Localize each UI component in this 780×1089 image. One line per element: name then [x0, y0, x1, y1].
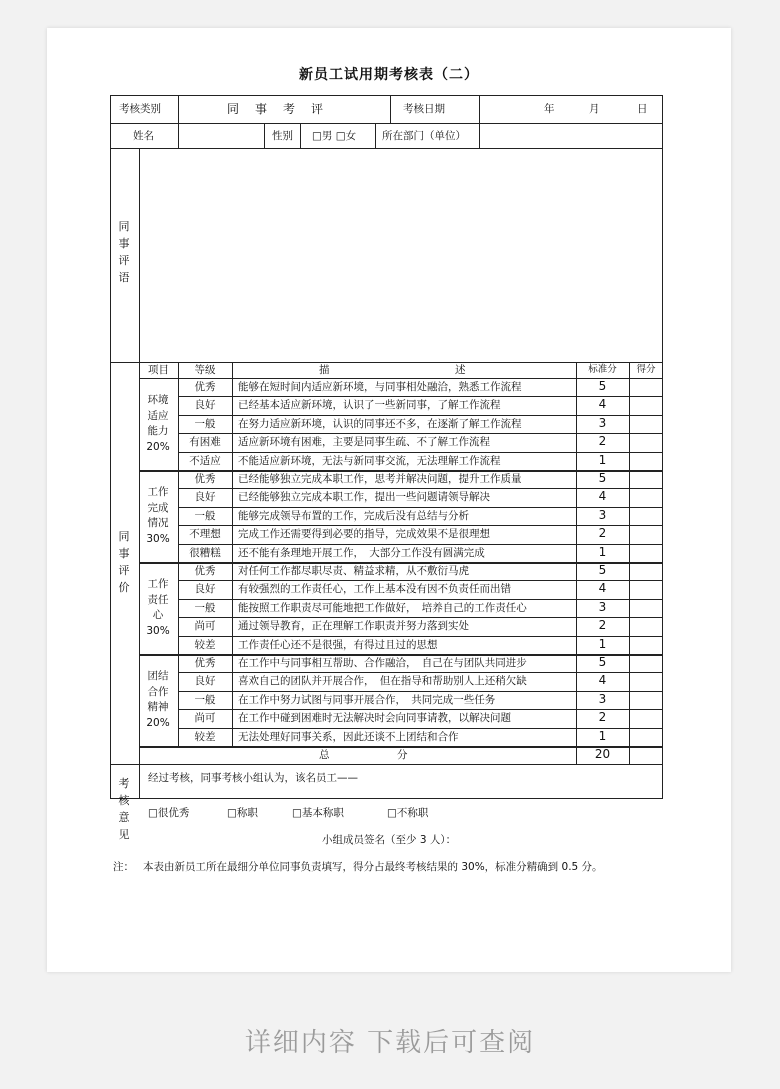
- group-name: [138, 393, 178, 455]
- group-name-line: 适应: [147, 409, 169, 422]
- opinion-option[interactable]: □称职: [227, 807, 258, 819]
- eval-label-char: 评: [118, 564, 130, 577]
- opinion-option[interactable]: □不称职: [387, 807, 429, 819]
- desc-cell: 已经能够独立完成本职工作，思考并解决问题，提升工作质量: [238, 473, 522, 485]
- col-rule-item: [178, 362, 179, 746]
- opinion-top-rule: [110, 764, 663, 765]
- column-item: 项目: [148, 364, 169, 376]
- level-cell: 尚可: [194, 712, 216, 725]
- std-score: 2: [598, 526, 607, 541]
- column-score: 得分: [636, 364, 656, 375]
- opinion-option[interactable]: □基本称职: [292, 807, 344, 819]
- name-label: 姓名: [133, 130, 154, 142]
- level-cell: 优秀: [194, 381, 216, 393]
- std-score: 1: [598, 544, 607, 559]
- col-rule-desc: [576, 362, 577, 764]
- eval-label-char: 价: [118, 581, 130, 594]
- column-standard: 标准分: [588, 364, 617, 375]
- group-name-line: 20%: [146, 716, 170, 729]
- col-rule-level: [232, 362, 233, 746]
- level-cell: 良好: [194, 583, 216, 596]
- comment-label-char: 同: [118, 220, 130, 233]
- desc-cell: 能够在短时间内适应新环境，与同事相处融洽，熟悉工作流程: [238, 381, 522, 393]
- opinion-label-char: 核: [118, 794, 130, 807]
- group-name-line: 心: [152, 609, 164, 621]
- group-name-line: 精神: [147, 701, 169, 713]
- std-score: 5: [598, 655, 607, 669]
- group-name-line: 能力: [147, 425, 169, 437]
- dept-label: 所在部门（单位）: [382, 130, 466, 142]
- level-cell: 优秀: [194, 473, 216, 485]
- column-desc-left: 描: [319, 364, 330, 376]
- group-name-line: 责任: [147, 593, 169, 606]
- std-score: 4: [598, 397, 607, 412]
- gender-options: □男 □女: [312, 130, 357, 142]
- total-value: 20: [594, 747, 611, 761]
- level-cell: 良好: [194, 675, 216, 688]
- group-name-line: 完成: [147, 501, 169, 514]
- desc-cell: 对任何工作都尽职尽责、精益求精，从不敷衍马虎: [238, 565, 469, 577]
- opinion-label-char: 意: [118, 811, 130, 824]
- eval-label-char: 事: [118, 547, 130, 560]
- group-name-line: 情况: [147, 517, 169, 529]
- date-month: 月: [589, 103, 600, 115]
- std-score: 3: [598, 599, 607, 614]
- std-score: 1: [598, 452, 607, 467]
- date-day: 日: [637, 103, 648, 115]
- group-name-line: 合作: [147, 685, 169, 698]
- type-value: 同 事 考 评: [227, 102, 326, 116]
- eval-label-char: 同: [118, 530, 130, 543]
- std-score: 5: [598, 563, 607, 577]
- group-name-line: 30%: [146, 532, 170, 545]
- group-name-line: 20%: [146, 440, 170, 453]
- std-score: 5: [598, 379, 607, 393]
- group-name-line: 团结: [147, 670, 169, 682]
- comment-section-label: [114, 218, 134, 286]
- desc-cell: 完成工作还需要得到必要的指导，完成效果不是很理想: [238, 528, 490, 541]
- desc-cell: 无法处理好同事关系，因此还谈不上团结和合作: [238, 730, 459, 743]
- opinion-label-char: 见: [118, 828, 130, 841]
- std-score: 1: [598, 636, 607, 651]
- page-title: 新员工试用期考核表（二）: [299, 67, 479, 83]
- desc-cell: 在工作中碰到困难时无法解决时会向同事请教，以解决问题: [238, 712, 511, 725]
- std-score: 4: [598, 581, 607, 596]
- std-score: 2: [598, 618, 607, 633]
- level-cell: 很糟糕: [189, 546, 221, 559]
- level-cell: 一般: [194, 417, 216, 430]
- desc-cell: 能够完成领导布置的工作，完成后没有总结与分析: [238, 509, 469, 522]
- desc-cell: 适应新环境有困难，主要是同事生疏、不了解工作流程: [238, 436, 490, 449]
- gender-label: 性别: [272, 130, 293, 142]
- date-label: 考核日期: [403, 103, 445, 115]
- note-prefix: 注：: [113, 861, 134, 873]
- level-cell: 有困难: [189, 436, 221, 449]
- note-text: 本表由新员工所在最细分单位同事负责填写，得分占最终考核结果的 30%，标准分精确到 0.5 分。: [143, 861, 603, 873]
- level-cell: 良好: [194, 399, 216, 412]
- total-label-left: 总: [319, 749, 330, 761]
- level-cell: 不理想: [189, 528, 221, 541]
- opinion-text: 经过考核，同事考核小组认为，该名员工——: [148, 772, 358, 784]
- group-name: [138, 577, 178, 639]
- col-rule-std: [629, 362, 630, 764]
- comment-label-char: 事: [118, 237, 130, 250]
- date-year: 年: [544, 103, 555, 115]
- sign-label: 小组成员签名（至少 3 人）：: [322, 834, 457, 846]
- level-cell: 较差: [194, 730, 216, 743]
- level-cell: 不适应: [189, 454, 221, 467]
- total-label-right: 分: [397, 749, 408, 761]
- std-score: 4: [598, 489, 607, 504]
- desc-cell: 还不能有条理地开展工作， 大部分工作没有圆满完成: [238, 546, 485, 559]
- group-name-line: 30%: [146, 624, 170, 637]
- std-score: 2: [598, 434, 607, 449]
- desc-cell: 有较强烈的工作责任心，工作上基本没有因不负责任而出错: [238, 583, 511, 596]
- opinion-section-label: [114, 775, 134, 843]
- std-score: 1: [598, 728, 607, 743]
- std-score: 2: [598, 710, 607, 725]
- group-name-line: 工作: [147, 578, 169, 590]
- std-score: 5: [598, 471, 607, 485]
- level-cell: 尚可: [194, 620, 216, 633]
- column-desc-right: 述: [455, 364, 466, 376]
- level-cell: 一般: [194, 509, 216, 522]
- desc-cell: 已经能够独立完成本职工作，提出一些问题请领导解决: [238, 491, 490, 504]
- type-label: 考核类别: [119, 103, 161, 115]
- desc-cell: 通过领导教育，正在理解工作职责并努力落到实处: [238, 620, 469, 633]
- column-level: 等级: [194, 364, 216, 376]
- std-score: 3: [598, 691, 607, 706]
- comment-label-char: 语: [118, 271, 130, 284]
- std-score: 4: [598, 673, 607, 688]
- level-cell: 较差: [194, 638, 216, 651]
- desc-cell: 能按照工作职责尽可能地把工作做好， 培养自己的工作责任心: [238, 601, 527, 614]
- std-score: 3: [598, 507, 607, 522]
- eval-section-label: [114, 528, 134, 596]
- std-score: 3: [598, 415, 607, 430]
- level-cell: 优秀: [194, 565, 216, 577]
- level-cell: 一般: [194, 601, 216, 614]
- desc-cell: 工作责任心还不是很强，有得过且过的思想: [238, 638, 438, 651]
- group-name-line: 工作: [147, 486, 169, 498]
- group-name: [138, 485, 178, 547]
- level-cell: 优秀: [194, 657, 216, 669]
- desc-cell: 在工作中努力试图与同事开展合作， 共同完成一些任务: [238, 693, 496, 706]
- desc-cell: 喜欢自己的团队并开展合作， 但在指导和帮助别人上还稍欠缺: [238, 675, 527, 688]
- document-page: [47, 28, 731, 972]
- group-name-line: 环境: [147, 394, 169, 406]
- level-cell: 良好: [194, 491, 216, 504]
- desc-cell: 不能适应新环境，无法与新同事交流，无法理解工作流程: [238, 454, 501, 467]
- level-cell: 一般: [194, 693, 216, 706]
- desc-cell: 在工作中与同事相互帮助、合作融洽， 自己在与团队共同进步: [238, 657, 527, 669]
- group-name: [138, 669, 178, 731]
- desc-cell: 在努力适应新环境，认识的同事还不多，在逐渐了解工作流程: [238, 417, 522, 430]
- download-hint: 详细内容 下载后可查阅: [244, 1028, 536, 1058]
- opinion-option[interactable]: □很优秀: [148, 807, 190, 819]
- comment-label-char: 评: [118, 254, 130, 267]
- desc-cell: 已经基本适应新环境，认识了一些新同事，了解工作流程: [238, 399, 501, 412]
- opinion-label-char: 考: [118, 777, 130, 790]
